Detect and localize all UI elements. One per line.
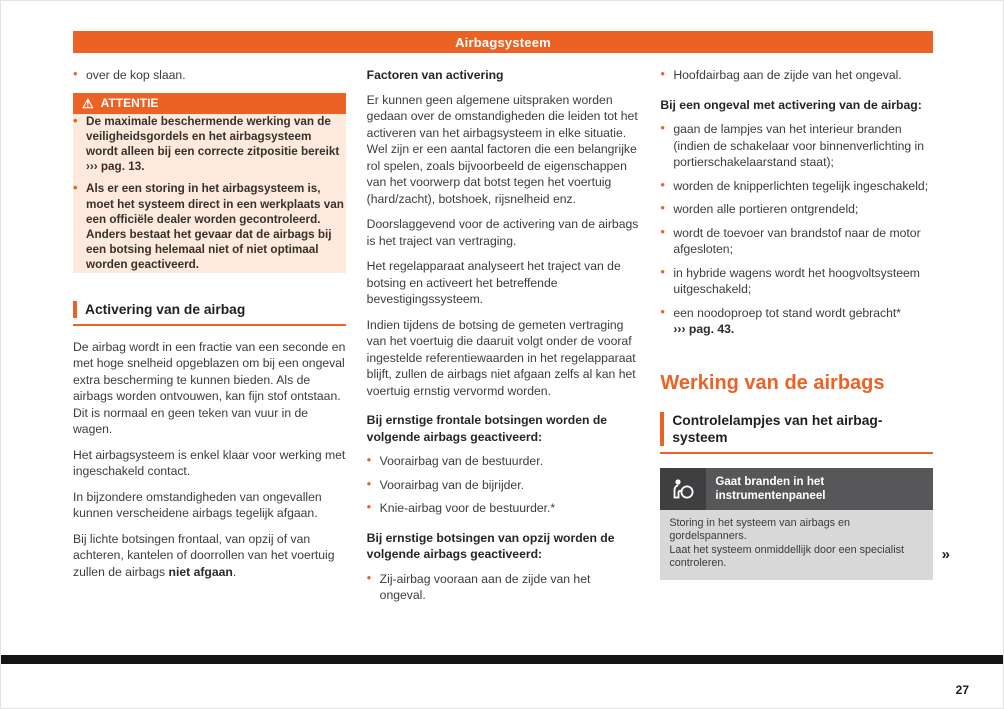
paragraph: Het airbagsysteem is enkel klaar voor werking met ingeschakeld contact. <box>73 447 346 479</box>
page-number: 27 <box>955 683 969 697</box>
paragraph <box>73 531 346 581</box>
indicator-table-body-line: Storing in het systeem van airbags en gordelspanners. <box>669 516 850 542</box>
paragraph: Doorslaggevend voor de activering van de airbags is het traject van vertraging. <box>366 217 639 248</box>
subsection-heading: Bij ernstige frontale botsingen worden de volgende airbags geactiveerd: <box>366 413 608 444</box>
list-item: • Knie-airbag voor de bestuurder.* <box>367 500 640 517</box>
continue-marker: » <box>941 546 951 563</box>
subsection-heading: Bij een ongeval met activering van de airbag: <box>660 97 922 112</box>
list-item: • over de kop slaan. <box>73 67 346 84</box>
chapter-header-title: Airbagsysteem <box>455 34 551 50</box>
section-heading-controlelampjes <box>660 412 933 454</box>
section-title: Activering van de airbag <box>85 301 246 317</box>
subsection-heading: Bij ernstige botsingen van opzij worden de volgende airbags geactiveerd: <box>366 530 615 561</box>
warning-triangle-icon: ⚠ <box>82 95 94 111</box>
list-item <box>660 305 933 338</box>
activation-effects-list <box>660 121 933 338</box>
warning-box-body <box>73 114 346 273</box>
subsection-heading: Factoren van activering <box>366 68 504 82</box>
indicator-table-body <box>660 510 933 580</box>
list-item: • Voorairbag van de bestuurder. <box>367 453 640 470</box>
paragraph: Het regelapparaat analyseert het traject van de botsing en activeert het betreffende bevestigingssysteem. <box>366 259 621 306</box>
warning-item: • Als er een storing in het airbagsysteem is, moet het systeem direct in een werkplaats van een officiële dealer worden gecontroleerd. Anders bestaat het gevaar dat de airbags bij een botsing helemaal niet of niet optimaal worden geactiveerd. <box>73 181 346 272</box>
warning-box-header <box>73 93 346 114</box>
side-airbag-list <box>367 571 640 604</box>
indicator-table-header-text: Gaat branden in het instrumentenpaneel <box>706 468 933 510</box>
paragraph-text: . <box>232 564 237 579</box>
paragraph: De airbag wordt in een fractie van een seconde en met hoge snelheid opgeblazen om bij een ongeval extra bescherming te kunnen bieden. Als de airbags worden ontvouwen, kan fijn stof ontstaan. Dit is normaal en geen teken van vuur in de wagen. <box>73 339 346 437</box>
indicator-table-header <box>660 468 933 510</box>
paragraph: Er kunnen geen algemene uitspraken worden gedaan over de omstandigheden die leiden tot het activeren van het airbagsysteem in elke situatie. Wel zijn er een aantal factoren die een belangrijke rol spelen, zoals bijvoorbeeld de eigenschappen van het voorwerp dat botst tegen het voertuig (hard/zacht), botshoek, rijsnelheid enz. <box>366 92 638 206</box>
paragraph: Indien tijdens de botsing de gemeten vertraging van het voertuig die daaruit volgt onder de vooraf ingestelde referentiewaarden in het regelapparaat blijft, zullen de airbags niet afgaan zelfs al kan het voertuig ernstig vervormd worden. <box>366 317 636 398</box>
paragraph: In bijzondere omstandigheden van ongevallen kunnen verscheidene airbags tegelijk afgaan. <box>73 489 322 521</box>
footer-bar <box>1 655 1004 664</box>
chapter-title: Werking van de airbags <box>660 371 885 394</box>
warning-item: • De maximale beschermende werking van de veiligheidsgordels en het airbagsysteem wordt alleen bij een correcte zitpositie bereikt ››› pag. 13. <box>73 114 346 175</box>
list-item: • Zij-airbag vooraan aan de zijde van het ongeval. <box>367 571 640 604</box>
continued-list <box>660 67 933 84</box>
list-item: • Hoofdairbag aan de zijde van het ongeval. <box>660 67 933 84</box>
warning-title: ATTENTIE <box>100 95 159 110</box>
chapter-header-bar <box>73 31 933 53</box>
section-accent-bar <box>660 412 664 446</box>
list-item: • worden de knipperlichten tegelijk ingeschakeld; <box>660 178 933 195</box>
column-2 <box>367 67 640 613</box>
page-reference: ››› pag. 43. <box>673 322 735 336</box>
frontal-airbag-list <box>367 453 640 517</box>
warning-box <box>73 93 346 273</box>
list-item: • wordt de toevoer van brandstof naar de motor afgesloten; <box>660 225 933 258</box>
indicator-table-body-line: Laat het systeem onmiddellijk door een specialist controleren. <box>669 543 905 569</box>
section-title: Controlelampjes van het airbag-systeem <box>672 412 883 445</box>
list-item: • in hybride wagens wordt het hoogvoltsysteem uitgeschakeld; <box>660 265 933 298</box>
list-item: • Voorairbag van de bijrijder. <box>367 477 640 494</box>
indicator-table <box>660 468 951 580</box>
content-columns <box>73 67 951 613</box>
section-accent-bar <box>73 301 77 318</box>
paragraph-text: Bij lichte botsingen frontaal, van opzij of van achteren, kantelen of doorrollen van het voertuig zullen de airbags <box>73 531 335 579</box>
list-item: • gaan de lampjes van het interieur branden (indien de schakelaar voor binnenverlichting in portierschakelaarstand staat); <box>660 121 933 171</box>
paragraph-bold-text: niet afgaan <box>168 564 233 579</box>
column-1 <box>73 67 346 613</box>
section-heading-activering <box>73 301 346 326</box>
column-3 <box>660 67 951 613</box>
list-item: • worden alle portieren ontgrendeld; <box>660 201 933 218</box>
intro-list <box>73 67 346 84</box>
airbag-warning-light-icon <box>660 468 706 510</box>
list-item-text: een noodoproep tot stand wordt gebracht* <box>673 305 902 320</box>
